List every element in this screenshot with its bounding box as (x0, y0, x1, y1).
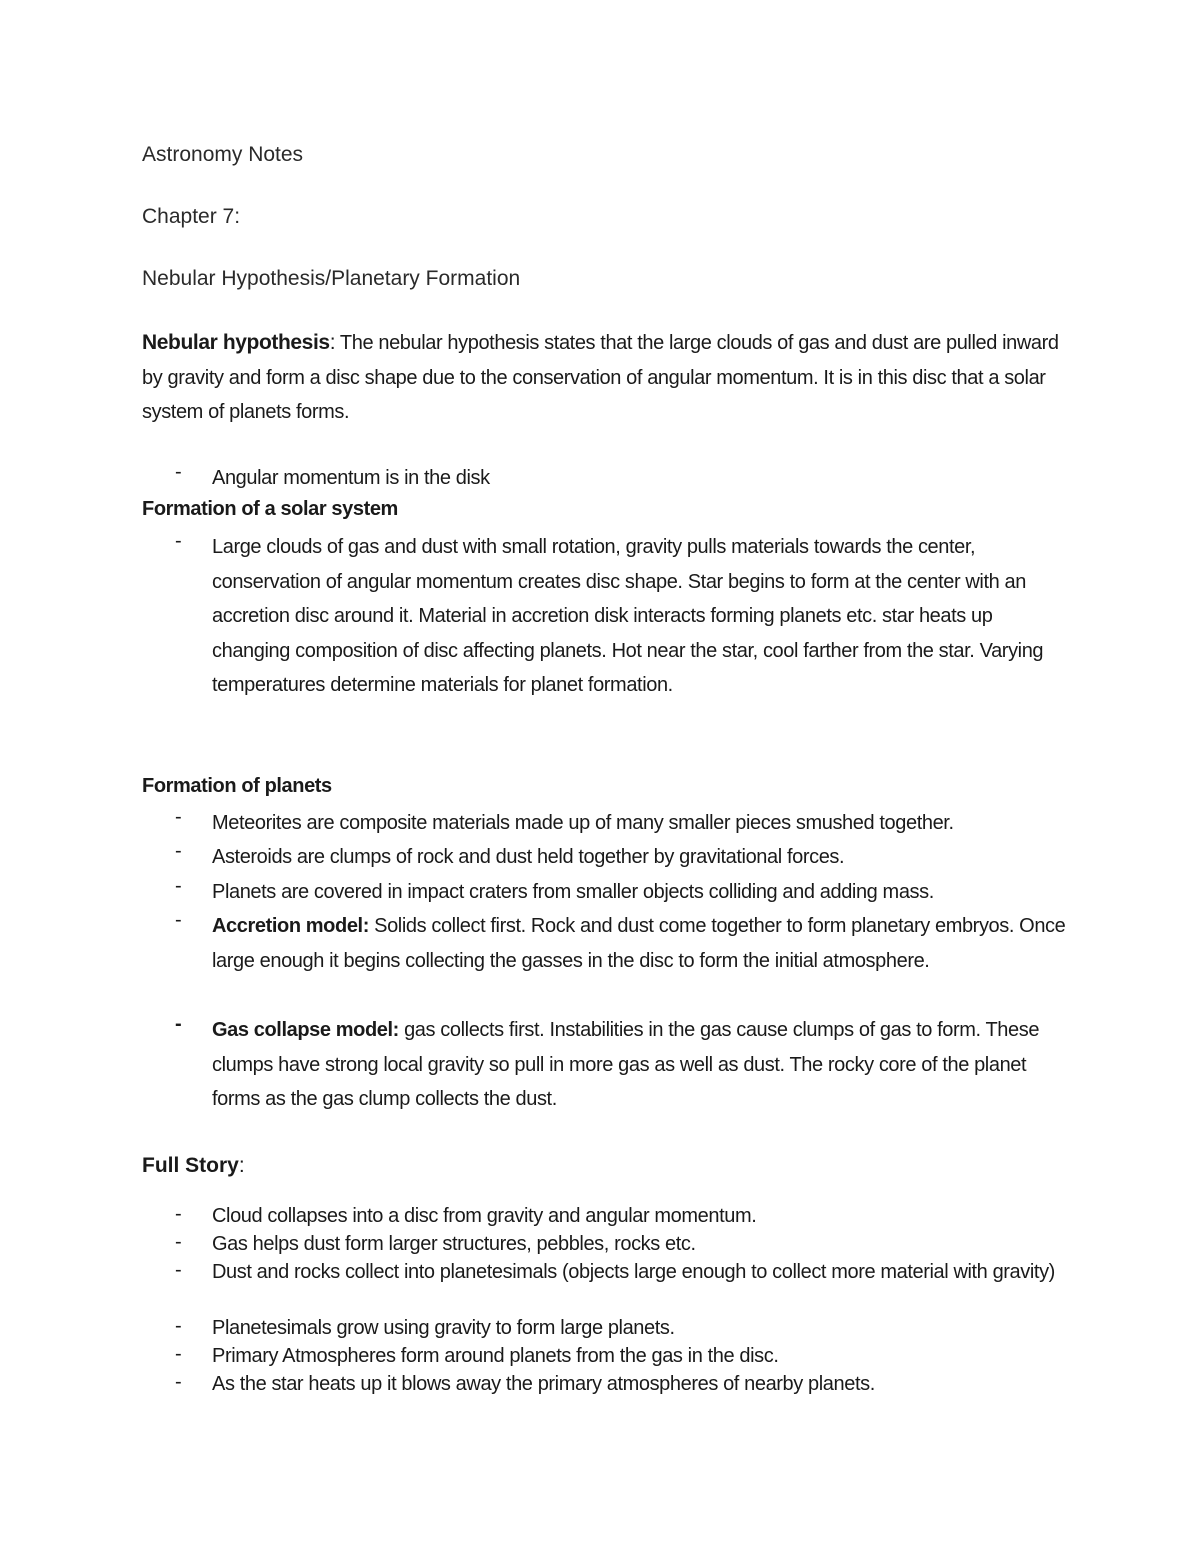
bullet-text: Planets are covered in impact craters from smaller objects colliding and adding mass. (212, 881, 934, 903)
bullet-text: Large clouds of gas and dust with small rotation, gravity pulls materials towards the center, conservation of angular momentum creates disc shape. Star begins to form at the center with an accretion disc around it. Material in accretion disk interacts forming planets etc. star heats up changing composition of disc affecting planets. Hot near the star, cool farther from the star. Varying temperatures determine materials for planet formation. (212, 536, 1044, 696)
bullet-dash: - (175, 1371, 182, 1393)
chapter-label: Chapter 7: (142, 205, 241, 228)
bullet-dash: - (175, 1231, 182, 1253)
bullet-dash: - (175, 909, 182, 931)
bullet-text: Dust and rocks collect into planetesimals (objects large enough to collect more material with gravity) (212, 1261, 1055, 1283)
document-title: Astronomy Notes (142, 143, 304, 166)
gas-collapse-model-label: Gas collapse model: (212, 1019, 399, 1041)
bullet-text: As the star heats up it blows away the primary atmospheres of nearby planets. (212, 1373, 875, 1395)
bullet-dash: - (175, 875, 182, 897)
bullet-dash: - (175, 1013, 182, 1035)
bullet-dash: - (175, 840, 182, 862)
bullet-dash: - (175, 1203, 182, 1225)
nebular-hypothesis-definition: The nebular hypothesis states that the large clouds of gas and dust are pulled inward by gravity and form a disc shape due to the conservation of angular momentum. It is in this disc that a solar system of planets forms. (142, 332, 1059, 423)
full-story-heading: Full Story (142, 1154, 239, 1177)
gas-collapse-model-text: gas collects first. Instabilities in the gas cause clumps of gas to form. These clumps have strong local gravity so pull in more gas as well as dust. The rocky core of the planet forms as the gas clump collects the dust. (212, 1019, 1040, 1110)
bullet-dash: - (175, 1315, 182, 1337)
nebular-hypothesis-paragraph (142, 326, 1072, 430)
nebular-hypothesis-term: Nebular hypothesis (142, 331, 330, 354)
bullet-dash: - (175, 806, 182, 828)
nebular-hypothesis-colon: : (329, 331, 336, 354)
bullet-text: Meteorites are composite materials made up of many smaller pieces smushed together. (212, 812, 954, 834)
accretion-model-label: Accretion model: (212, 915, 369, 937)
bullet-text: Planetesimals grow using gravity to form large planets. (212, 1317, 675, 1339)
bullet-text: Asteroids are clumps of rock and dust held together by gravitational forces. (212, 846, 845, 868)
bullet-dash: - (175, 530, 182, 552)
full-story-heading-line (142, 1154, 245, 1178)
bullet-dash: - (175, 1259, 182, 1281)
topic-heading: Nebular Hypothesis/Planetary Formation (142, 267, 521, 290)
full-story-colon: : (238, 1154, 245, 1177)
bullet-text: Angular momentum is in the disk (212, 467, 490, 489)
bullet-dash: - (175, 1343, 182, 1365)
bullet-text: Cloud collapses into a disc from gravity and angular momentum. (212, 1205, 757, 1227)
solar-system-heading: Formation of a solar system (142, 498, 398, 520)
bullet-text (212, 909, 1072, 978)
bullet-text: Primary Atmospheres form around planets from the gas in the disc. (212, 1345, 779, 1367)
bullet-dash: - (175, 461, 182, 483)
bullet-text (212, 1013, 1072, 1117)
bullet-text: Gas helps dust form larger structures, pebbles, rocks etc. (212, 1233, 696, 1255)
planets-heading: Formation of planets (142, 775, 332, 797)
accretion-model-text: Solids collect first. Rock and dust come together to form planetary embryos. Once large enough it begins collecting the gasses in the disc to form the initial atmosphere. (212, 915, 1066, 972)
